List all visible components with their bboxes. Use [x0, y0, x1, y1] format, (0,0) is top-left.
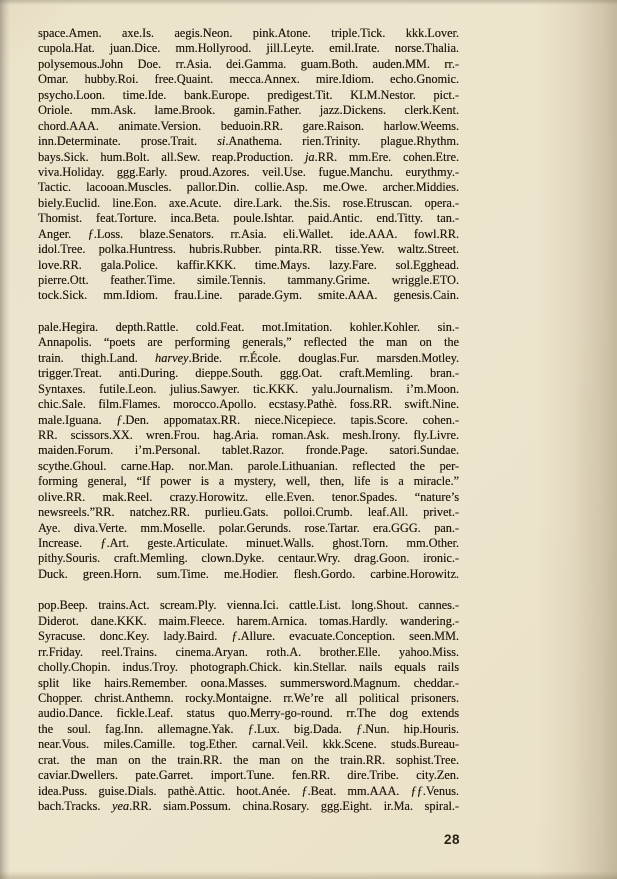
text-line: audio.Dance. fickle.Leaf. status quo.Merry-go-round. rr.The dog extends: [38, 706, 459, 721]
text-line: maiden.Forum. i’m.Personal. tablet.Razor. fronde.Page. satori.Sundae.: [38, 443, 459, 458]
page-number: 28: [444, 832, 461, 847]
text-line: psycho.Loon. time.Ide. bank.Europe. predigest.Tit. KLM.Nestor. pict.-: [38, 87, 459, 102]
text-line: inn.Determinate. prose.Trait. si.Anathema. rien.Trinity. plague.Rhythm.: [38, 134, 459, 149]
text-line: viva.Holiday. ggg.Early. proud.Azores. veil.Use. fugue.Manchu. eurythmy.-: [38, 164, 459, 179]
paragraph: [38, 320, 459, 582]
text-line: Syracuse. donc.Key. lady.Baird. ƒ.Allure. evacuate.Conception. seen.MM.: [38, 629, 459, 644]
text-line: tock.Sick. mm.Idiom. frau.Line. parade.Gym. smite.AAA. genesis.Cain.: [38, 288, 459, 303]
text-line: idea.Puss. guise.Dials. pathè.Attic. hoot.Anée. ƒ.Beat. mm.AAA. ƒƒ.Venus.: [38, 783, 459, 798]
text-line: olive.RR. mak.Reel. crazy.Horowitz. elle.Even. tenor.Spades. “nature’s: [38, 489, 459, 504]
text-line: RR. scissors.XX. wren.Frou. hag.Aria. roman.Ask. mesh.Irony. fly.Livre.: [38, 427, 459, 442]
text-line: train. thigh.Land. harvey.Bride. rr.École. douglas.Fur. marsden.Motley.: [38, 350, 459, 365]
page-top-edge-shadow: [0, 0, 617, 5]
text-line: Increase. ƒ.Art. geste.Articulate. minuet.Walls. ghost.Torn. mm.Other.: [38, 536, 459, 550]
text-line: chic.Sale. film.Flames. morocco.Apollo. ecstasy.Pathè. foss.RR. swift.Nine.: [38, 397, 459, 412]
text-line: Thomist. feat.Torture. inca.Beta. poule.Ishtar. paid.Antic. end.Titty. tan.-: [38, 211, 459, 226]
text-line: Tactic. lacooan.Muscles. pallor.Din. collie.Asp. me.Owe. archer.Middies.: [38, 180, 459, 195]
text-line: pierre.Ott. feather.Time. simile.Tennis. tammany.Grime. wriggle.ETO.: [38, 273, 459, 287]
text-line: scythe.Ghoul. carne.Hap. nor.Man. parole.Lithuanian. reflected the per-: [38, 458, 459, 473]
page-bottom-edge-shadow: [0, 871, 617, 879]
text-line: pithy.Souris. craft.Memling. clown.Dyke. centaur.Wry. drag.Goon. ironic.-: [38, 551, 459, 566]
text-line: Chopper. christ.Anthemn. rocky.Montaigne. rr.We’re all political prisoners.: [38, 690, 459, 705]
text-line: cupola.Hat. juan.Dice. mm.Hollyrood. jill.Leyte. emil.Irate. norse.Thalia.: [38, 41, 459, 56]
page-right-curl-shadow: [537, 0, 617, 879]
paragraph: [38, 598, 459, 814]
text-line: idol.Tree. polka.Huntress. hubris.Rubber. pinta.RR. tisse.Yew. waltz.Street.: [38, 242, 459, 257]
text-line: chord.AAA. animate.Version. beduoin.RR. gare.Raison. harlow.Weems.: [38, 118, 459, 133]
page-left-edge-shadow: [0, 0, 10, 879]
text-line: caviar.Dwellers. pate.Garret. import.Tune. fen.RR. dire.Tribe. city.Zen.: [38, 768, 459, 783]
text-line: love.RR. gala.Police. kaffir.KKK. time.Mays. lazy.Fare. sol.Egghead.: [38, 257, 459, 272]
text-line: bays.Sick. hum.Bolt. all.Sew. reap.Production. ja.RR. mm.Ere. cohen.Etre.: [38, 149, 459, 164]
text-line: Anger. ƒ.Loss. blaze.Senators. rr.Asia. eli.Wallet. ide.AAA. fowl.RR.: [38, 226, 459, 241]
text-line: Duck. green.Horn. sum.Time. me.Hodier. flesh.Gordo. carbine.Horowitz.: [38, 566, 459, 581]
text-line: Omar. hubby.Roi. free.Quaint. mecca.Annex. mire.Idiom. echo.Gnomic.: [38, 72, 459, 87]
text-line: forming general, “If power is a mystery, well, then, life is a miracle.”: [38, 474, 459, 489]
text-block: [38, 26, 459, 814]
text-line: split like hairs.Remember. oona.Masses. summersword.Magnum. cheddar.-: [38, 675, 459, 690]
text-line: the soul. fag.Inn. allemagne.Yak. ƒ.Lux. big.Dada. ƒ.Nun. hip.Houris.: [38, 721, 459, 736]
text-line: trigger.Treat. anti.During. dieppe.South. ggg.Oat. craft.Memling. bran.-: [38, 366, 459, 381]
text-line: Annapolis. “poets are performing generals,” reflected the man on the: [38, 335, 459, 350]
text-line: near.Vous. miles.Camille. tog.Ether. carnal.Veil. kkk.Scene. studs.Bureau-: [38, 737, 459, 752]
text-line: Aye. diva.Verte. mm.Moselle. polar.Gerunds. rose.Tartar. era.GGG. pan.-: [38, 520, 459, 535]
text-line: bach.Tracks. yea.RR. siam.Possum. china.Rosary. ggg.Eight. ir.Ma. spiral.-: [38, 799, 459, 813]
text-line: Oriole. mm.Ask. lame.Brook. gamin.Father. jazz.Dickens. clerk.Kent.: [38, 103, 459, 118]
text-line: male.Iguana. ƒ.Den. appomatax.RR. niece.Nicepiece. tapis.Score. cohen.-: [38, 412, 459, 427]
text-line: pale.Hegira. depth.Rattle. cold.Feat. mot.Imitation. kohler.Kohler. sin.-: [38, 319, 459, 334]
text-line: rr.Friday. reel.Trains. cinema.Aryan. roth.A. brother.Elle. yahoo.Miss.: [38, 644, 459, 659]
text-line: pop.Beep. trains.Act. scream.Ply. vienna.Ici. cattle.List. long.Shout. cannes.-: [38, 598, 459, 613]
paragraph: [38, 26, 459, 304]
text-line: space.Amen. axe.Is. aegis.Neon. pink.Atone. triple.Tick. kkk.Lover.: [38, 26, 459, 40]
text-line: polysemous.John Doe. rr.Asia. dei.Gamma. guam.Both. auden.MM. rr.-: [38, 56, 459, 71]
text-line: newsreels.”RR. natchez.RR. purlieu.Gats. polloi.Crumb. leaf.All. privet.-: [38, 505, 459, 520]
text-line: Syntaxes. futile.Leon. julius.Sawyer. tic.KKK. yalu.Journalism. i’m.Moon.: [38, 381, 459, 396]
text-line: crat. the man on the train.RR. the man on the train.RR. sophist.Tree.: [38, 752, 459, 767]
text-line: Diderot. dane.KKK. maim.Fleece. harem.Arnica. tomas.Hardly. wandering.-: [38, 613, 459, 628]
text-line: biely.Euclid. line.Eon. axe.Acute. dire.Lark. the.Sis. rose.Etruscan. opera.-: [38, 195, 459, 210]
text-line: cholly.Chopin. indus.Troy. photograph.Chick. kin.Stellar. nails equals rails: [38, 660, 459, 675]
